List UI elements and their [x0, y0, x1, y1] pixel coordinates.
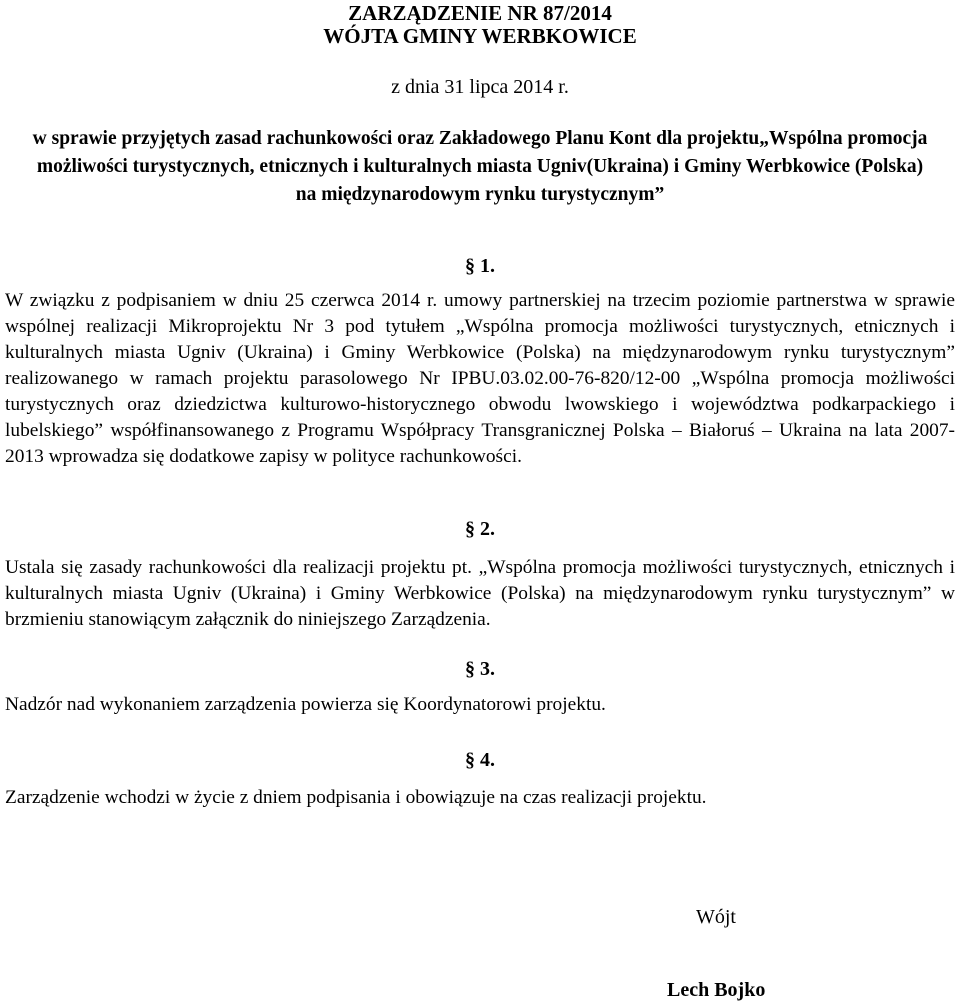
signature-title: Wójt — [696, 906, 736, 928]
section-2-mark: § 2. — [465, 518, 495, 540]
section-4-text: Zarządzenie wchodzi w życie z dniem podpisania i obowiązuje na czas realizacji projektu. — [5, 787, 707, 808]
section-3-text: Nadzór nad wykonaniem zarządzenia powierza się Koordynatorowi projektu. — [5, 694, 606, 715]
signature-name: Lech Bojko — [667, 979, 766, 1001]
section-1-text: W związku z podpisaniem w dniu 25 czerwca 2014 r. umowy partnerskiej na trzecim poziomie partnerstwa w sprawie wspólnej realizacji Mikroprojektu Nr 3 pod tytułem „Wspólna promocja możliwości turystycznych, etnicznych i kulturalnych miasta Ugniv (Ukraina) i Gminy Werbkowice (Polska) na międzynarodowym rynku turystycznym” realizowanego w ramach projektu parasolowego Nr IPBU.03.02.00-76-820/12-00 „Wspólna promocja możliwości turystycznych oraz dziedzictwa kulturowo-historycznego obwodu lwowskiego i województwa podkarpackiego i lubelskiego” współfinansowanego z Programu Współpracy Transgranicznej Polska – Białoruś – Ukraina na lata 2007-2013 wprowadza się dodatkowe zapisy w polityce rachunkowości. — [5, 290, 955, 467]
document-title-line-2: WÓJTA GMINY WERBKOWICE — [323, 24, 637, 48]
section-3-mark: § 3. — [465, 658, 495, 680]
section-2-text: Ustala się zasady rachunkowości dla realizacji projektu pt. „Wspólna promocja możliwości turystycznych, etnicznych i kulturalnych miasta Ugniv (Ukraina) i Gminy Werbkowice (Polska) na międzynarodowym rynku turystycznym” w brzmieniu stanowiącym załącznik do niniejszego Zarządzenia. — [5, 557, 955, 630]
section-4-mark: § 4. — [465, 749, 495, 771]
document-title-line-1: ZARZĄDZENIE NR 87/2014 — [348, 1, 612, 25]
document-subject: w sprawie przyjętych zasad rachunkowości oraz Zakładowego Planu Kont dla projektu„Wspólna promocja możliwości turystycznych, etnicznych i kulturalnych miasta Ugniv(Ukraina) i Gminy Werbkowice (Polska) na międzynarodowym rynku turystycznym” — [32, 128, 928, 205]
section-1-mark: § 1. — [465, 255, 495, 277]
document-date: z dnia 31 lipca 2014 r. — [391, 76, 569, 98]
